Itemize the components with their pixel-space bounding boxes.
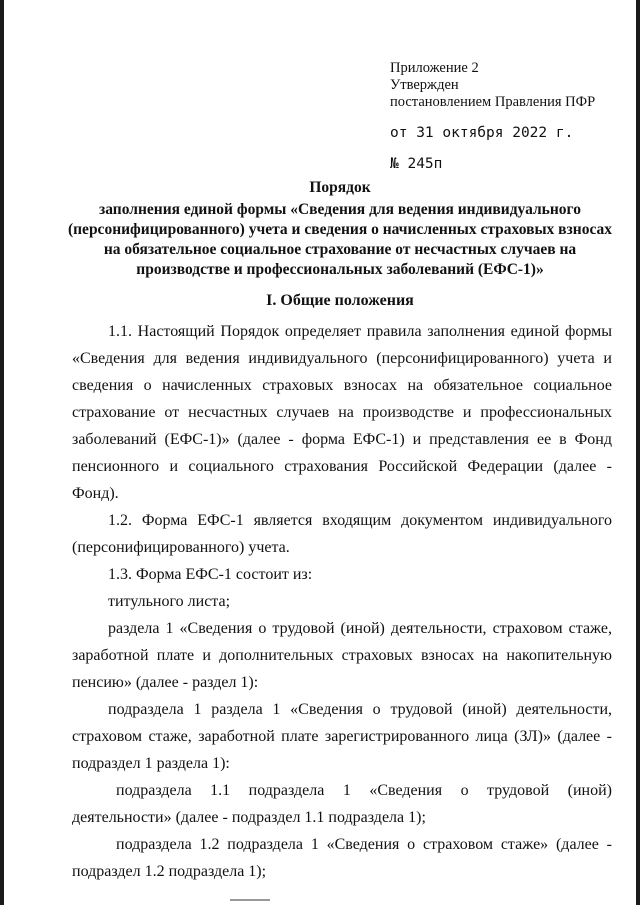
list-item-subsection-1-1: подраздела 1.1 подраздела 1 «Сведения о трудовой (иной) деятельности» (далее - подраздел 1.1 подраздела 1); bbox=[72, 782, 612, 826]
title-line-4: производстве и профессиональных заболеваний (ЕФС-1)» bbox=[136, 261, 544, 278]
approval-date: от 31 октября 2022 г. bbox=[390, 125, 574, 141]
list-item-title-sheet: титульного листа; bbox=[108, 593, 231, 610]
document-body bbox=[72, 318, 612, 885]
title-line-2: (персонифицированного) учета и сведения о начисленных страховых взносах bbox=[67, 221, 613, 238]
paragraph-1-2: 1.2. Форма ЕФС-1 является входящим документом индивидуального (персонифицированного) учета. bbox=[72, 512, 612, 556]
paragraph-1-1: 1.1. Настоящий Порядок определяет правила заполнения единой формы «Сведения для ведения индивидуального (персонифицированного) учета и сведения о начисленных страховых взносах на обязательное социальное страхование от несчастных случаев на производстве и профессиональных заболеваний (ЕФС-1)» (далее - форма ЕФС-1) и представления ее в Фонд пенсионного и социального страхования Российской Федерации (далее - Фонд). bbox=[72, 323, 612, 502]
scan-edge-right bbox=[636, 0, 640, 905]
title-line-3: на обязательное социальное страхование от несчастных случаев на bbox=[103, 241, 577, 258]
list-item-subsection-1: подраздела 1 раздела 1 «Сведения о трудовой (иной) деятельности, страховом стаже, заработной плате зарегистрированного лица (ЗЛ)» (далее - подраздел 1 раздела 1): bbox=[72, 701, 612, 772]
scan-mark bbox=[230, 899, 270, 901]
document-title bbox=[40, 178, 640, 280]
list-item-subsection-1-2: подраздела 1.2 подраздела 1 «Сведения о страховом стаже» (далее - подраздел 1.2 подраздела 1); bbox=[72, 836, 612, 880]
approval-approved: Утвержден bbox=[390, 77, 459, 93]
title-main: Порядок bbox=[309, 179, 371, 196]
section-heading: I. Общие положения bbox=[266, 292, 414, 309]
approval-number: № 245п bbox=[390, 156, 443, 172]
paragraph-1-3: 1.3. Форма ЕФС-1 состоит из: bbox=[108, 566, 313, 583]
list-item-section-1: раздела 1 «Сведения о трудовой (иной) деятельности, страховом стаже, заработной плате и дополнительных страховых взносах на накопительную пенсию» (далее - раздел 1): bbox=[72, 620, 612, 691]
title-line-1: заполнения единой формы «Сведения для ведения индивидуального bbox=[99, 201, 581, 218]
approval-appendix: Приложение 2 bbox=[390, 60, 479, 76]
scan-edge-left bbox=[0, 0, 4, 905]
approval-block bbox=[390, 60, 595, 173]
approval-authority: постановлением Правления ПФР bbox=[390, 94, 596, 110]
